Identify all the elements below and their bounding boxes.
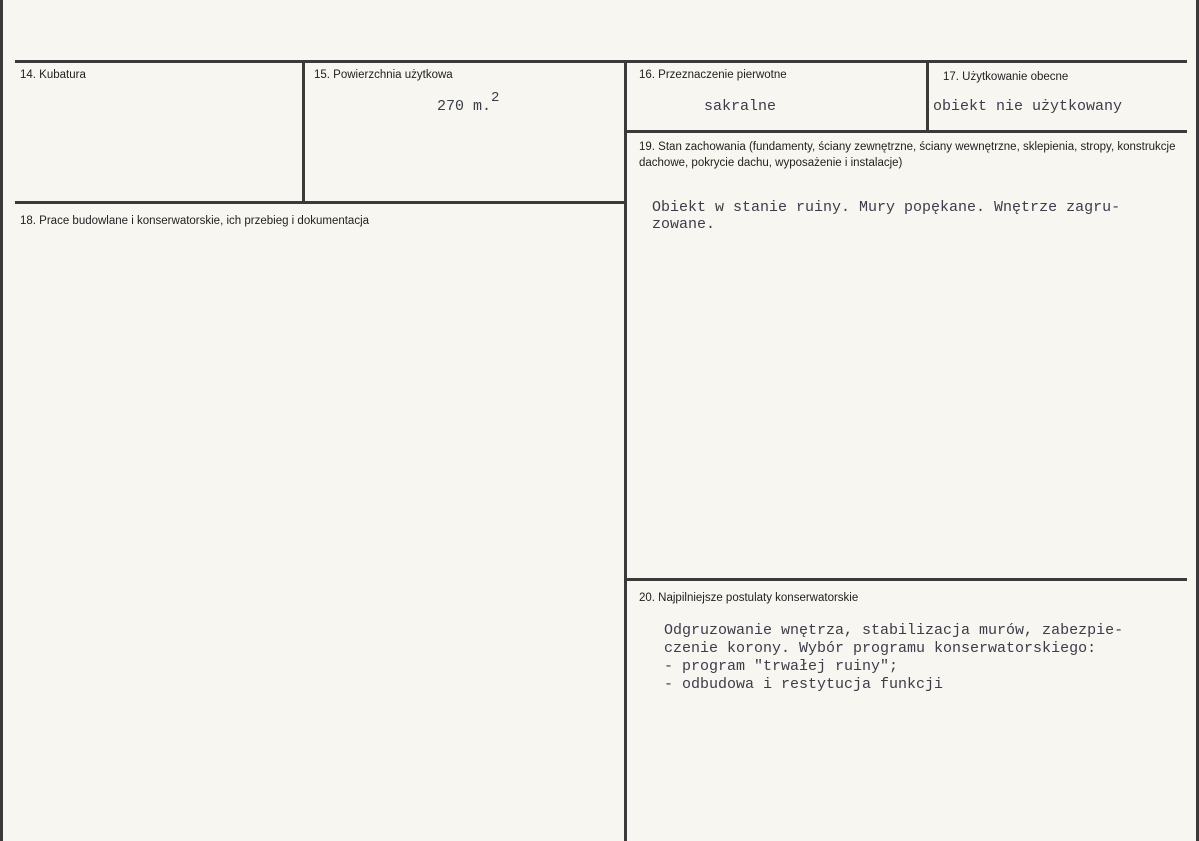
field-18-label: 18. Prace budowlane i konserwatorskie, ich przebieg i dokumentacja xyxy=(20,215,370,227)
divider-section20 xyxy=(625,578,1187,581)
field-19-label: 19. Stan zachowania (fundamenty, ściany zewnętrzne, ściany wewnętrzne, sklepienia, stropy, konstrukcje dachowe, pokrycie dachu, wyposażenie i instalacje) xyxy=(639,141,1176,169)
field-17-label: 17. Użytkowanie obecne xyxy=(943,71,1069,83)
field-19-line-1: Obiekt w stanie ruiny. Mury popękane. Wnętrze zagru- xyxy=(652,199,1121,216)
field-20-line-4: - odbudowa i restytucja funkcji xyxy=(664,676,944,693)
divider-col-15 xyxy=(302,60,305,203)
field-14-label: 14. Kubatura xyxy=(20,69,86,81)
area-superscript: 2 xyxy=(491,90,500,106)
field-16-value: sakralne xyxy=(704,98,777,115)
divider-col-center xyxy=(624,60,627,841)
field-15-value xyxy=(437,90,500,116)
divider-top xyxy=(15,60,1187,63)
field-20-label: 20. Najpilniejsze postulaty konserwatorskie xyxy=(639,592,859,604)
divider-row1-left xyxy=(15,201,627,204)
divider-col-17 xyxy=(926,60,929,132)
divider-row1-right xyxy=(625,130,1187,133)
field-17-value: obiekt nie użytkowany xyxy=(933,98,1123,115)
field-19-line-2: zowane. xyxy=(652,216,716,233)
field-15-label: 15. Powierzchnia użytkowa xyxy=(314,69,453,81)
field-20-line-3: - program "trwałej ruiny"; xyxy=(664,658,899,675)
area-value: 270 m. xyxy=(437,98,492,115)
field-16-label: 16. Przeznaczenie pierwotne xyxy=(639,69,787,81)
field-20-line-2: czenie korony. Wybór programu konserwatorskiego: xyxy=(664,640,1097,657)
field-20-line-1: Odgruzowanie wnętrza, stabilizacja murów, zabezpie- xyxy=(664,622,1124,639)
